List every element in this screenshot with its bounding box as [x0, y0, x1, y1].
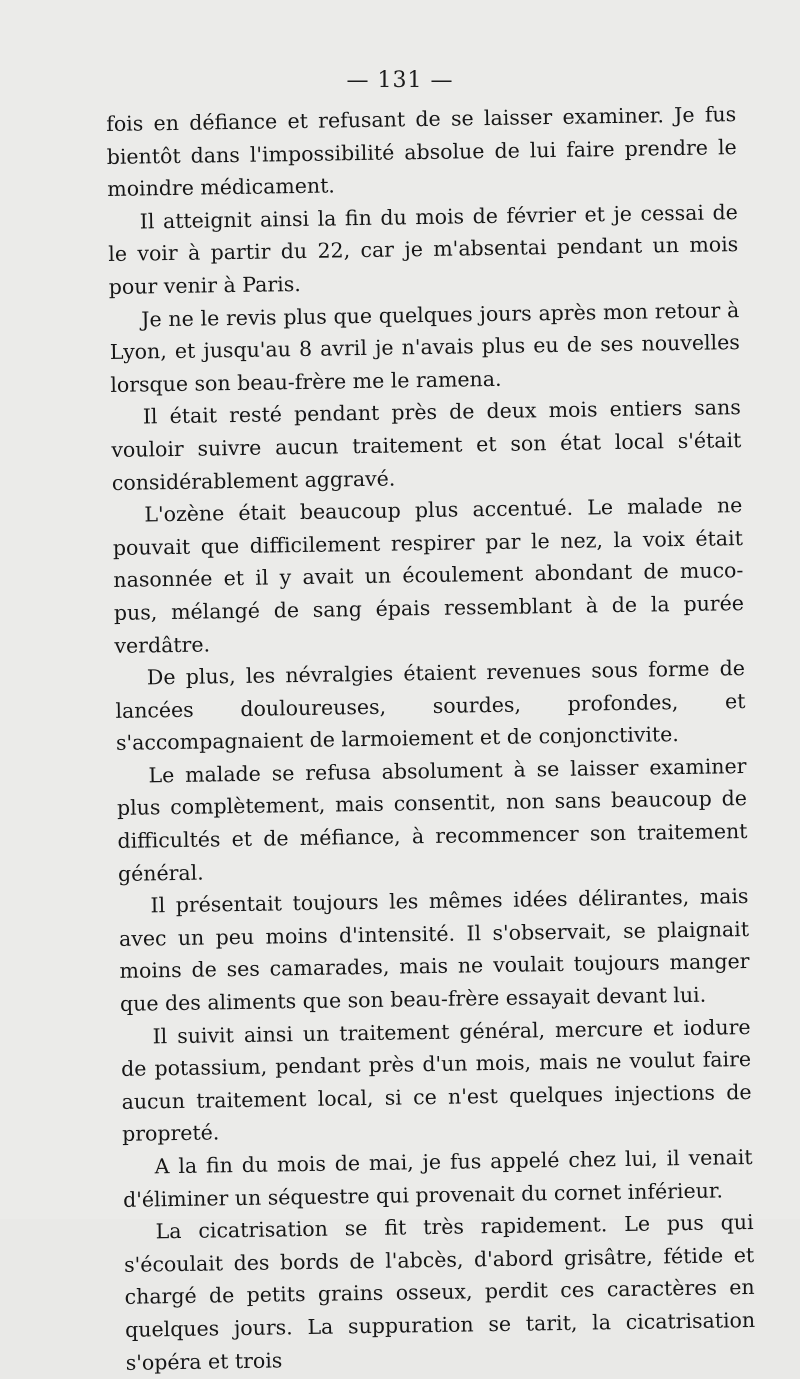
body-text: [106, 98, 756, 1379]
paragraph: fois en défiance et refusant de se laisser examiner. Je fus bientôt dans l'impossibilité absolue de lui faire prendre le moindre médicament.: [106, 102, 737, 202]
paragraph: Le malade se refusa absolument à se laisser examiner plus complètement, mais consentit, non sans beaucoup de difficultés et de méfiance, à recommencer son traitement général.: [116, 753, 748, 886]
paragraph: La cicatrisation se fit très rapidement. Le pus qui s'écoulait des bords de l'abcès, d'abord grisâtre, fétide et chargé de petits grains osseux, perdit ces caractères en quelques jours. La suppuration se tarit, la cicatrisation s'opéra et trois: [123, 1210, 756, 1375]
paragraph: De plus, les névralgies étaient revenues sous forme de lancées douloureuses, sourdes, profondes, et s'accompagnaient de larmoiement et de conjonctivite.: [115, 656, 746, 756]
paragraph: Il atteignit ainsi la fin du mois de février et je cessai de le voir à partir du 22, car je m'absentai pendant un mois pour venir à Paris.: [108, 199, 739, 299]
paragraph: Il était resté pendant près de deux mois entiers sans vouloir suivre aucun traitement et son état local s'était considérablement aggravé.: [111, 395, 742, 495]
page-number: — 131 —: [346, 68, 454, 93]
paragraph: L'ozène était beaucoup plus accentué. Le malade ne pouvait que difficilement respirer par le nez, la voix était nasonnée et il y avait un écoulement abondant de muco-pus, mélangé de sang épais ressemblant à de la purée verdâtre.: [112, 493, 745, 658]
paragraph: Il suivit ainsi un traitement général, mercure et iodure de potassium, pendant près d'un mois, mais ne voulut faire aucun traitement local, si ce n'est quelques injections de propreté.: [120, 1014, 752, 1147]
paragraph: A la fin du mois de mai, je fus appelé chez lui, il venait d'éliminer un séquestre qui provenait du cornet inférieur.: [122, 1144, 753, 1212]
paragraph: Je ne le revis plus que quelques jours après mon retour à Lyon, et jusqu'au 8 avril je n'avais plus eu de ses nouvelles lorsque son beau-frère me le ramena.: [109, 297, 740, 397]
paragraph: Il présentait toujours les mêmes idées délirantes, mais avec un peu moins d'intensité. Il s'observait, se plaignait moins de ses camarades, mais ne voulait toujours manger que des aliments que son beau-frère essayait devant lui.: [118, 884, 750, 1016]
